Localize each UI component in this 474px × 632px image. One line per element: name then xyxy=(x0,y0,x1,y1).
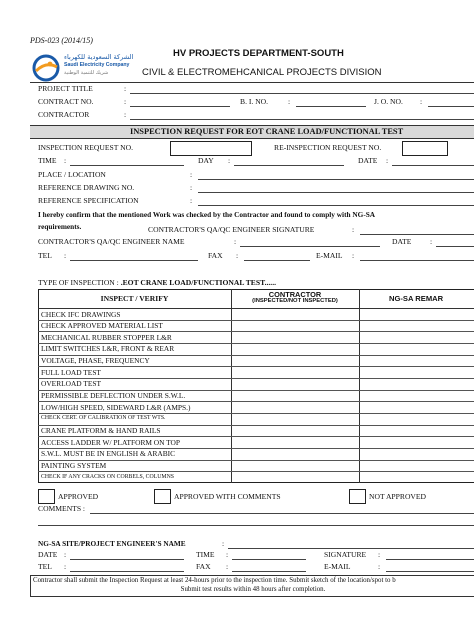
contractor-engineer-name-field[interactable] xyxy=(240,246,380,247)
footer-note-line1: Contractor shall submit the Inspection Request at least 24-hours prior to the inspection time. Submit sketch of the location/spot to b xyxy=(33,577,396,584)
ngsa-remarks-cell[interactable] xyxy=(360,425,474,437)
contractor-field[interactable] xyxy=(130,119,474,120)
bi-no-label: B. I. NO. xyxy=(240,97,269,106)
ngsa-fax-field[interactable] xyxy=(232,571,306,572)
table-row-label: LOW/HIGH SPEED, SIDEWARD L&R (AMPS.) xyxy=(41,402,191,412)
footer-note-line2: Submit test results within 48 hours after completion. xyxy=(180,586,326,593)
ngsa-signature-field[interactable] xyxy=(386,559,474,560)
type-of-inspection-prefix: TYPE OF INSPECTION : xyxy=(38,278,121,287)
ngsa-tel-label: TEL xyxy=(38,562,52,571)
ngsa-remarks-cell[interactable] xyxy=(360,343,474,355)
contractor-status-cell[interactable] xyxy=(232,378,358,390)
inspection-request-no-label: INSPECTION REQUEST NO. xyxy=(38,143,133,152)
ngsa-tel-field[interactable] xyxy=(70,571,184,572)
inspection-request-no-box[interactable] xyxy=(170,141,252,156)
ngsa-date-label: DATE xyxy=(38,550,58,559)
project-title-label: PROJECT TITLE xyxy=(38,84,93,93)
contractor-status-cell[interactable] xyxy=(232,413,358,425)
contractor-fax-label: FAX xyxy=(208,251,223,260)
contractor-signature-label: CONTRACTOR'S QA/QC ENGINEER SIGNATURE xyxy=(148,225,315,234)
contractor-signature-field[interactable] xyxy=(360,234,474,235)
table-row xyxy=(38,390,474,402)
jo-no-label: J. O. NO. xyxy=(374,97,403,106)
ngsa-signature-label: SIGNATURE xyxy=(324,550,367,559)
ngsa-engineer-label: NG-SA SITE/PROJECT ENGINEER'S NAME xyxy=(38,539,186,548)
approved-checkbox[interactable] xyxy=(38,489,55,504)
logo-arabic-text: الشركة السعودية للكهرباء xyxy=(64,53,134,61)
contractor-engineer-name-label: CONTRACTOR'S QA/QC ENGINEER NAME xyxy=(38,237,185,246)
approved-with-comments-checkbox[interactable] xyxy=(154,489,171,504)
contractor-status-cell[interactable] xyxy=(232,331,358,343)
reinspection-request-no-box[interactable] xyxy=(402,141,448,156)
table-row xyxy=(38,308,474,320)
table-row-label: CHECK IF ANY CRACKS ON CORBELS, COLUMNS xyxy=(41,473,174,480)
form-code: PDS-023 (2014/15) xyxy=(30,36,93,45)
table-row xyxy=(38,413,474,425)
department-title: HV PROJECTS DEPARTMENT-SOUTH xyxy=(173,48,344,59)
contractor-tel-field[interactable] xyxy=(70,260,198,261)
contractor-fax-field[interactable] xyxy=(244,260,310,261)
table-row xyxy=(38,378,474,390)
table-row xyxy=(38,425,474,437)
col-inspect-header: INSPECT / VERIFY xyxy=(100,294,169,303)
ngsa-remarks-cell[interactable] xyxy=(360,366,474,378)
contractor-status-cell[interactable] xyxy=(232,355,358,367)
not-approved-label: NOT APPROVED xyxy=(369,492,427,501)
ngsa-remarks-cell[interactable] xyxy=(360,436,474,448)
ngsa-remarks-cell[interactable] xyxy=(360,460,474,472)
table-row xyxy=(38,436,474,448)
confirmation-text-2: requirements. xyxy=(38,222,82,231)
ngsa-time-label: TIME xyxy=(196,550,215,559)
contractor-status-cell[interactable] xyxy=(232,460,358,472)
table-row xyxy=(38,355,474,367)
table-row-label: S.W.L. MUST BE IN ENGLISH & ARABIC xyxy=(41,449,176,459)
ngsa-fax-label: FAX xyxy=(196,562,211,571)
col-remarks-header: NG-SA REMAR xyxy=(389,294,444,303)
ngsa-remarks-cell[interactable] xyxy=(360,308,474,320)
type-of-inspection-value: .EOT CRANE LOAD/FUNCTIONAL TEST...... xyxy=(120,278,276,287)
jo-no-field[interactable] xyxy=(428,106,474,107)
contractor-status-cell[interactable] xyxy=(232,390,358,402)
table-row xyxy=(38,401,474,413)
time-field[interactable] xyxy=(70,165,184,166)
table-row xyxy=(38,320,474,332)
reference-drawing-no-label: REFERENCE DRAWING NO. xyxy=(38,183,135,192)
contract-no-field[interactable] xyxy=(130,106,230,107)
type-of-inspection-label xyxy=(38,279,276,287)
reference-specification-label: REFERENCE SPECIFICATION xyxy=(38,196,139,205)
ngsa-remarks-cell[interactable] xyxy=(360,471,474,483)
comments-field-1[interactable] xyxy=(90,513,474,514)
project-title-field[interactable] xyxy=(130,93,474,94)
ngsa-email-field[interactable] xyxy=(386,571,474,572)
comments-field-2[interactable] xyxy=(38,525,474,526)
ngsa-date-field[interactable] xyxy=(70,559,184,560)
ngsa-remarks-cell[interactable] xyxy=(360,331,474,343)
inspection-table xyxy=(38,289,474,483)
table-row-label: VOLTAGE, PHASE, FREQUENCY xyxy=(41,356,150,366)
col-contractor-subheader: (INSPECTED/NOT INSPECTED) xyxy=(252,298,338,304)
ngsa-remarks-cell[interactable] xyxy=(360,413,474,425)
contractor-label: CONTRACTOR xyxy=(38,110,90,119)
contractor-status-cell[interactable] xyxy=(232,320,358,332)
place-location-field[interactable] xyxy=(198,179,474,180)
contractor-status-cell[interactable] xyxy=(232,366,358,378)
ngsa-email-label: E-MAIL xyxy=(324,562,351,571)
ngsa-remarks-cell[interactable] xyxy=(360,401,474,413)
confirmation-text: I hereby confirm that the mentioned Work was checked by the Contractor and found to comply with NG-SA xyxy=(38,210,376,219)
table-row xyxy=(38,471,474,483)
section-title: INSPECTION REQUEST FOR EOT CRANE LOAD/FUNCTIONAL TEST xyxy=(130,127,404,136)
contractor-status-cell[interactable] xyxy=(232,308,358,320)
footer-note xyxy=(30,575,474,597)
table-row-label: CHECK APPROVED MATERIAL LIST xyxy=(41,321,163,331)
approved-label: APPROVED xyxy=(58,492,99,501)
reference-specification-field[interactable] xyxy=(198,205,474,206)
table-row-label: CHECK CERT. OF CALIBRATION OF TEST WTS. xyxy=(41,415,166,422)
table-row-label: LIMIT SWITCHES L&R, FRONT & REAR xyxy=(41,344,175,354)
contractor-email-label: E-MAIL xyxy=(316,251,343,260)
comments-label: COMMENTS : xyxy=(38,504,86,513)
ngsa-remarks-cell[interactable] xyxy=(360,448,474,460)
day-label: DAY xyxy=(198,156,214,165)
contractor-email-field[interactable] xyxy=(360,260,474,261)
ngsa-remarks-cell[interactable] xyxy=(360,320,474,332)
table-row-label: CHECK IFC DRAWINGS xyxy=(41,309,121,319)
table-row-label: ACCESS LADDER W/ PLATFORM ON TOP xyxy=(41,437,181,447)
contractor-status-cell[interactable] xyxy=(232,471,358,483)
contractor-date-field[interactable] xyxy=(436,246,474,247)
table-row xyxy=(38,331,474,343)
reference-drawing-no-field[interactable] xyxy=(198,192,474,193)
ngsa-engineer-name-field[interactable] xyxy=(228,548,474,549)
ngsa-time-field[interactable] xyxy=(232,559,306,560)
table-row xyxy=(38,448,474,460)
ngsa-remarks-cell[interactable] xyxy=(360,378,474,390)
bi-no-field[interactable] xyxy=(296,106,366,107)
ngsa-remarks-cell[interactable] xyxy=(360,390,474,402)
time-label: TIME xyxy=(38,156,57,165)
table-row xyxy=(38,366,474,378)
table-row-label: OVERLOAD TEST xyxy=(41,379,102,389)
logo-tagline: شريك للتنمية الوطنية xyxy=(64,70,109,76)
date-label: DATE xyxy=(358,156,378,165)
reinspection-request-no-label: RE-INSPECTION REQUEST NO. xyxy=(274,143,382,152)
division-title: CIVIL & ELECTROMEHCANICAL PROJECTS DIVISION xyxy=(142,67,382,78)
day-field[interactable] xyxy=(234,165,344,166)
company-logo xyxy=(31,51,134,85)
col-contractor-header: CONTRACTOR xyxy=(268,290,322,299)
table-row xyxy=(38,343,474,355)
table-row xyxy=(38,460,474,472)
ngsa-remarks-cell[interactable] xyxy=(360,355,474,367)
table-row-label: FULL LOAD TEST xyxy=(41,367,101,377)
contractor-status-cell[interactable] xyxy=(232,401,358,413)
table-row-label: PAINTING SYSTEM xyxy=(41,461,107,471)
project-info-top-line xyxy=(30,82,474,83)
contractor-status-cell[interactable] xyxy=(232,425,358,437)
place-location-label: PLACE / LOCATION xyxy=(38,170,106,179)
contractor-date-label: DATE xyxy=(392,237,412,246)
date-field[interactable] xyxy=(392,165,474,166)
contractor-status-cell[interactable] xyxy=(232,343,358,355)
contract-no-label: CONTRACT NO. xyxy=(38,97,94,106)
contractor-status-cell[interactable] xyxy=(232,436,358,448)
section-title-bar xyxy=(30,125,474,139)
not-approved-checkbox[interactable] xyxy=(349,489,366,504)
table-row-label: CRANE PLATFORM & HAND RAILS xyxy=(41,426,161,436)
contractor-tel-label: TEL xyxy=(38,251,52,260)
logo-english-text: Saudi Electricity Company xyxy=(64,62,130,68)
logo-mark-icon xyxy=(31,53,61,83)
approved-with-comments-label: APPROVED WITH COMMENTS xyxy=(174,492,281,501)
contractor-status-cell[interactable] xyxy=(232,448,358,460)
table-row-label: PERMISSIBLE DEFLECTION UNDER S.W.L. xyxy=(41,391,186,401)
table-row-label: MECHANICAL RUBBER STOPPER L&R xyxy=(41,332,172,342)
